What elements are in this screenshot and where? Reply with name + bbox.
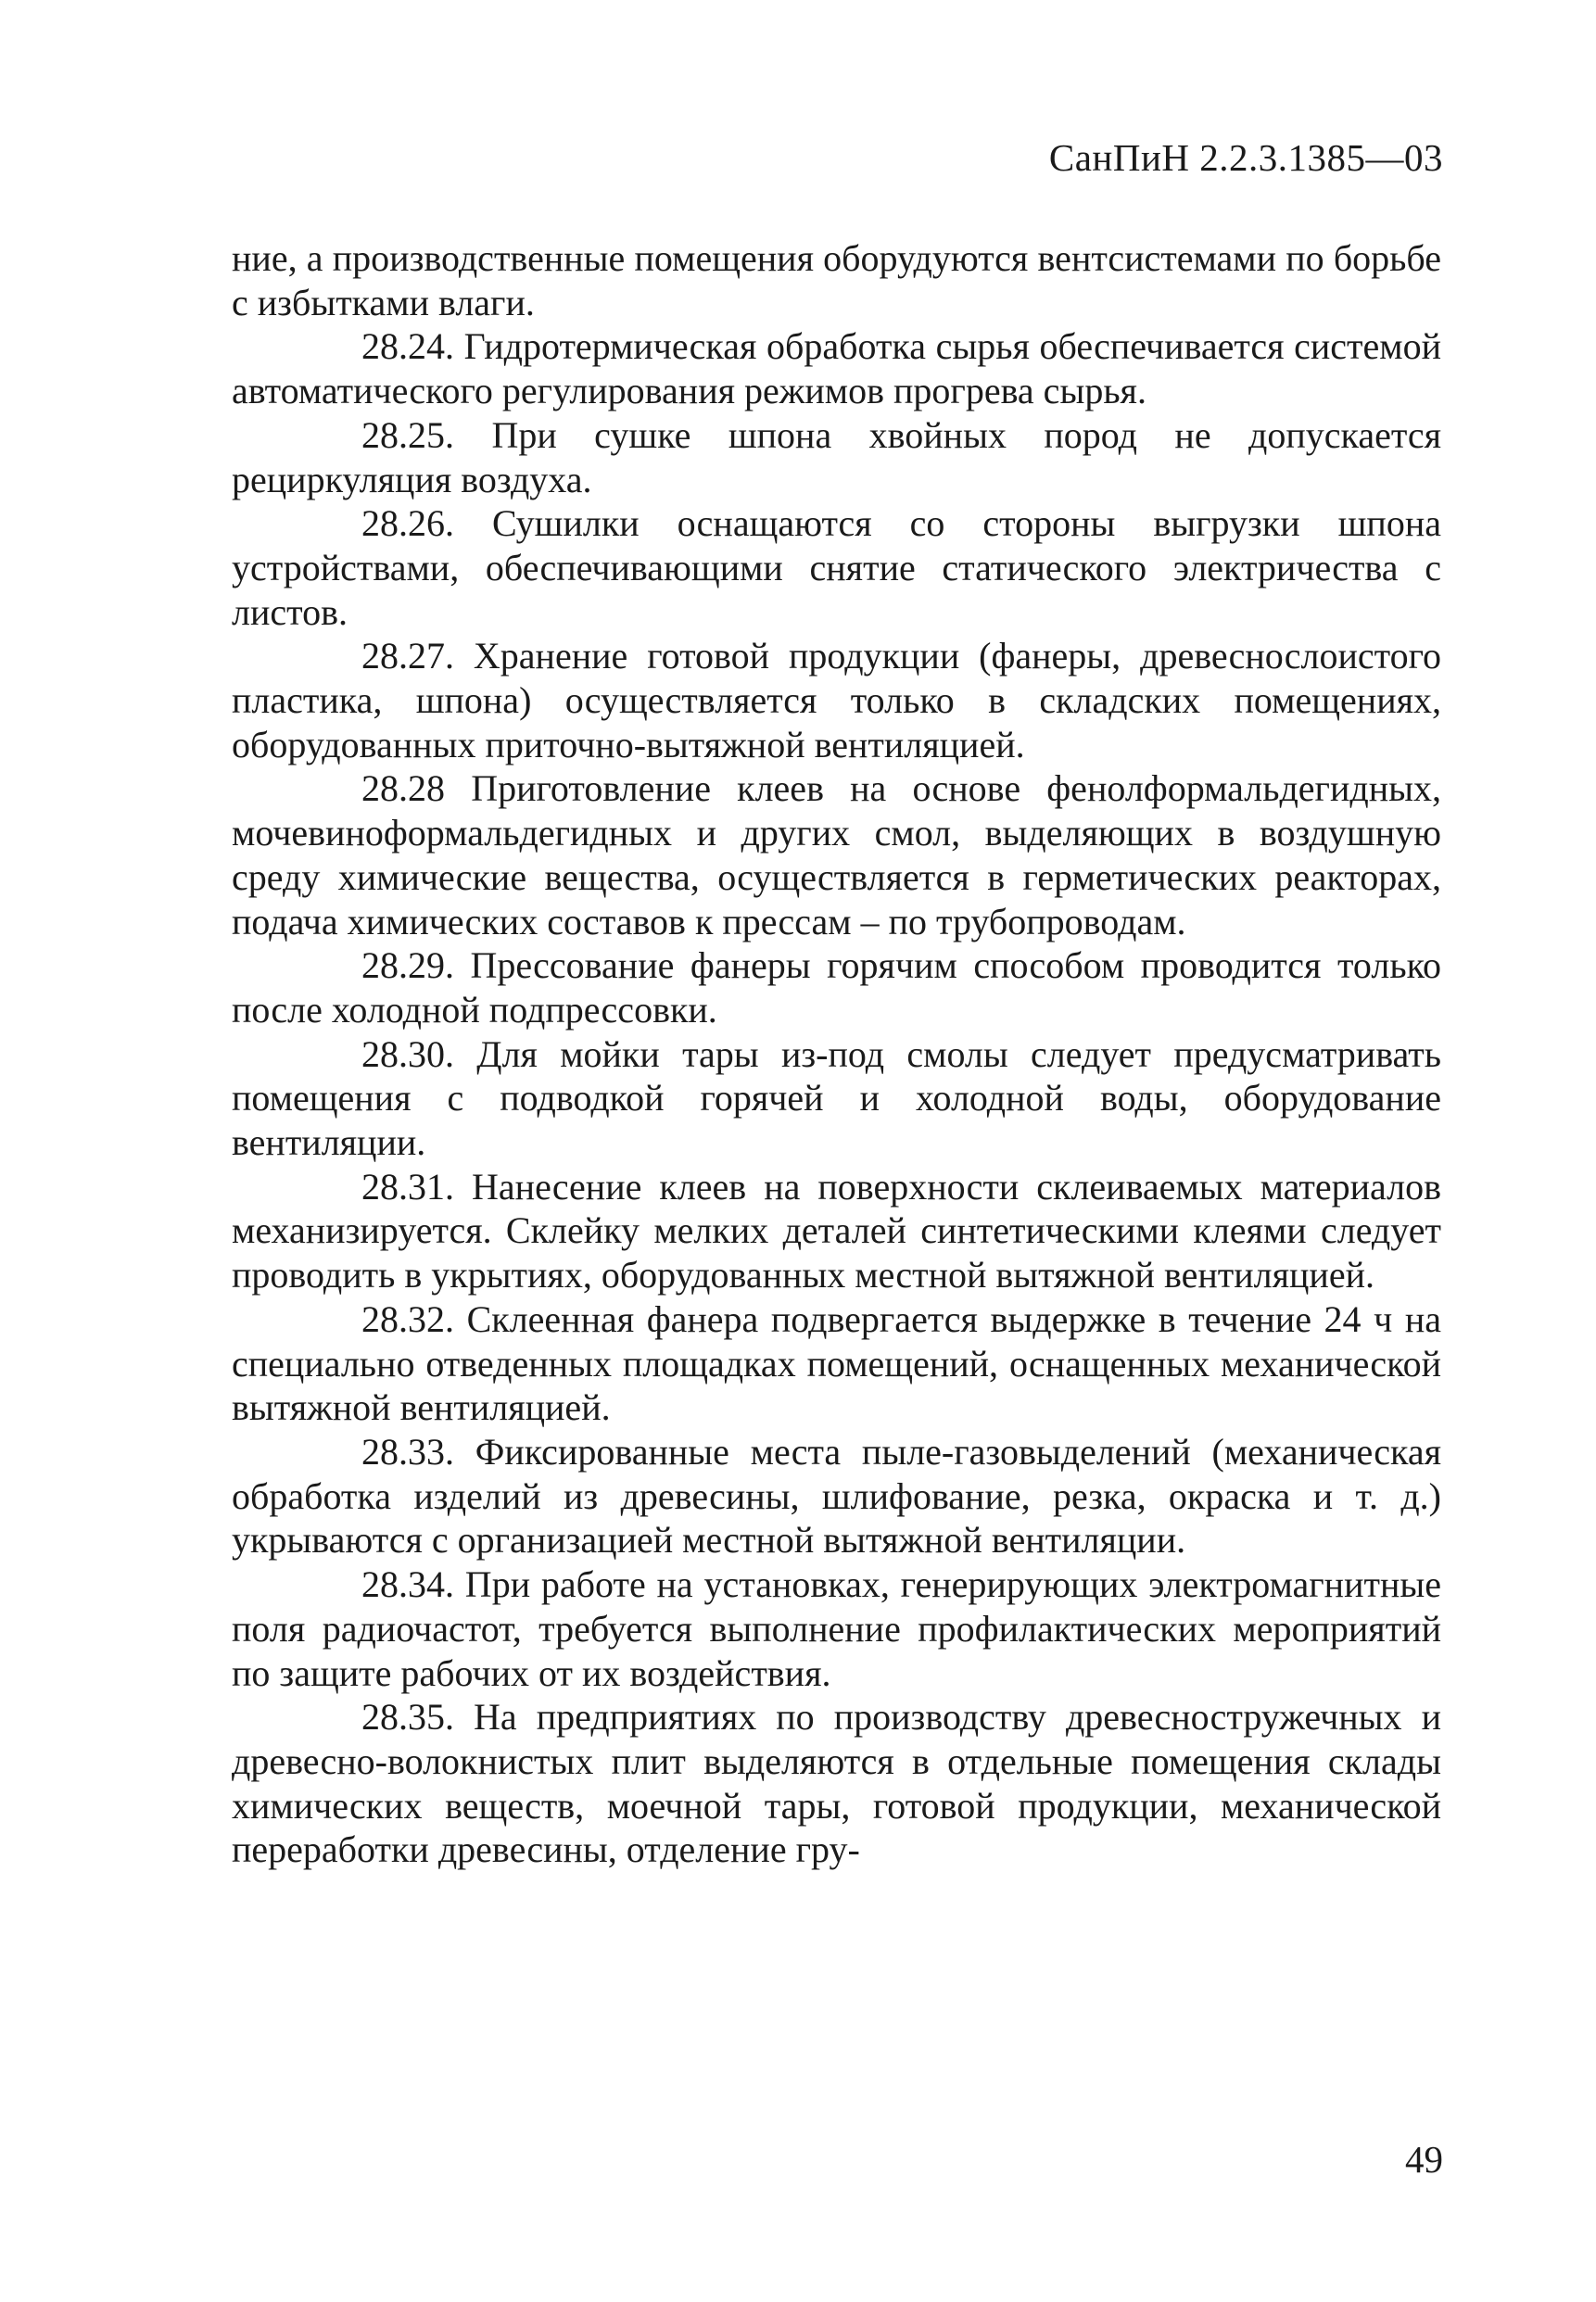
- paragraph-28-29: 28.29. Прессование фанеры горячим способом проводится только после холодной подпрессовки.: [232, 944, 1441, 1031]
- paragraph-28-35: 28.35. На предприятиях по производству древесностружечных и древесно-волокнистых плит выделяются в отдельные помещения склады химических веществ, моечной тары, готовой продукции, механической переработки древесины, отделение гру-: [232, 1696, 1441, 1871]
- paragraph-28-28: 28.28 Приготовление клеев на основе фенолформальдегидных, мочевиноформальдегидных и других смол, выделяющих в воздушную среду химические вещества, осуществляется в герметических реакторах, подача химических составов к прессам – по трубопроводам.: [232, 767, 1441, 942]
- paragraph-28-33: 28.33. Фиксированные места пыле-газовыделений (механическая обработка изделий из древесины, шлифование, резка, окраска и т. д.) укрываются с организацией местной вытяжной вентиляции.: [232, 1430, 1441, 1562]
- paragraph-continuation: ние, а производственные помещения оборудуются вентсистемами по борьбе с избытками влаги.: [232, 237, 1441, 323]
- body-text: [232, 236, 1441, 1872]
- paragraph-28-27: 28.27. Хранение готовой продукции (фанеры, древеснослоистого пластика, шпона) осуществляется только в складских помещениях, оборудованных приточно-вытяжной вентиляцией.: [232, 635, 1441, 765]
- page-number: 49: [1405, 2138, 1443, 2181]
- paragraph-28-30: 28.30. Для мойки тары из-под смолы следует предусматривать помещения с подводкой горячей и холодной воды, оборудование вентиляции.: [232, 1032, 1441, 1164]
- document-code-header: СанПиН 2.2.3.1385—03: [1048, 136, 1443, 179]
- paragraph-28-31: 28.31. Нанесение клеев на поверхности склеиваемых материалов механизируется. Склейку мелких деталей синтетическими клеями следует проводить в укрытиях, оборудованных местной вытяжной вентиляцией.: [232, 1165, 1441, 1296]
- paragraph-28-26: 28.26. Сушилки оснащаются со стороны выгрузки шпона устройствами, обеспечивающими снятие статического электричества с листов.: [232, 502, 1441, 633]
- paragraph-28-32: 28.32. Склеенная фанера подвергается выдержке в течение 24 ч на специально отведенных площадках помещений, оснащенных механической вытяжной вентиляцией.: [232, 1297, 1441, 1429]
- paragraph-28-25: 28.25. При сушке шпона хвойных пород не допускается рециркуляция воздуха.: [232, 413, 1441, 500]
- paragraph-28-34: 28.34. При работе на установках, генерирующих электромагнитные поля радиочастот, требуется выполнение профилактических мероприятий по защите рабочих от их воздействия.: [232, 1563, 1441, 1694]
- paragraph-28-24: 28.24. Гидротермическая обработка сырья обеспечивается системой автоматического регулирования режимов прогрева сырья.: [232, 325, 1441, 412]
